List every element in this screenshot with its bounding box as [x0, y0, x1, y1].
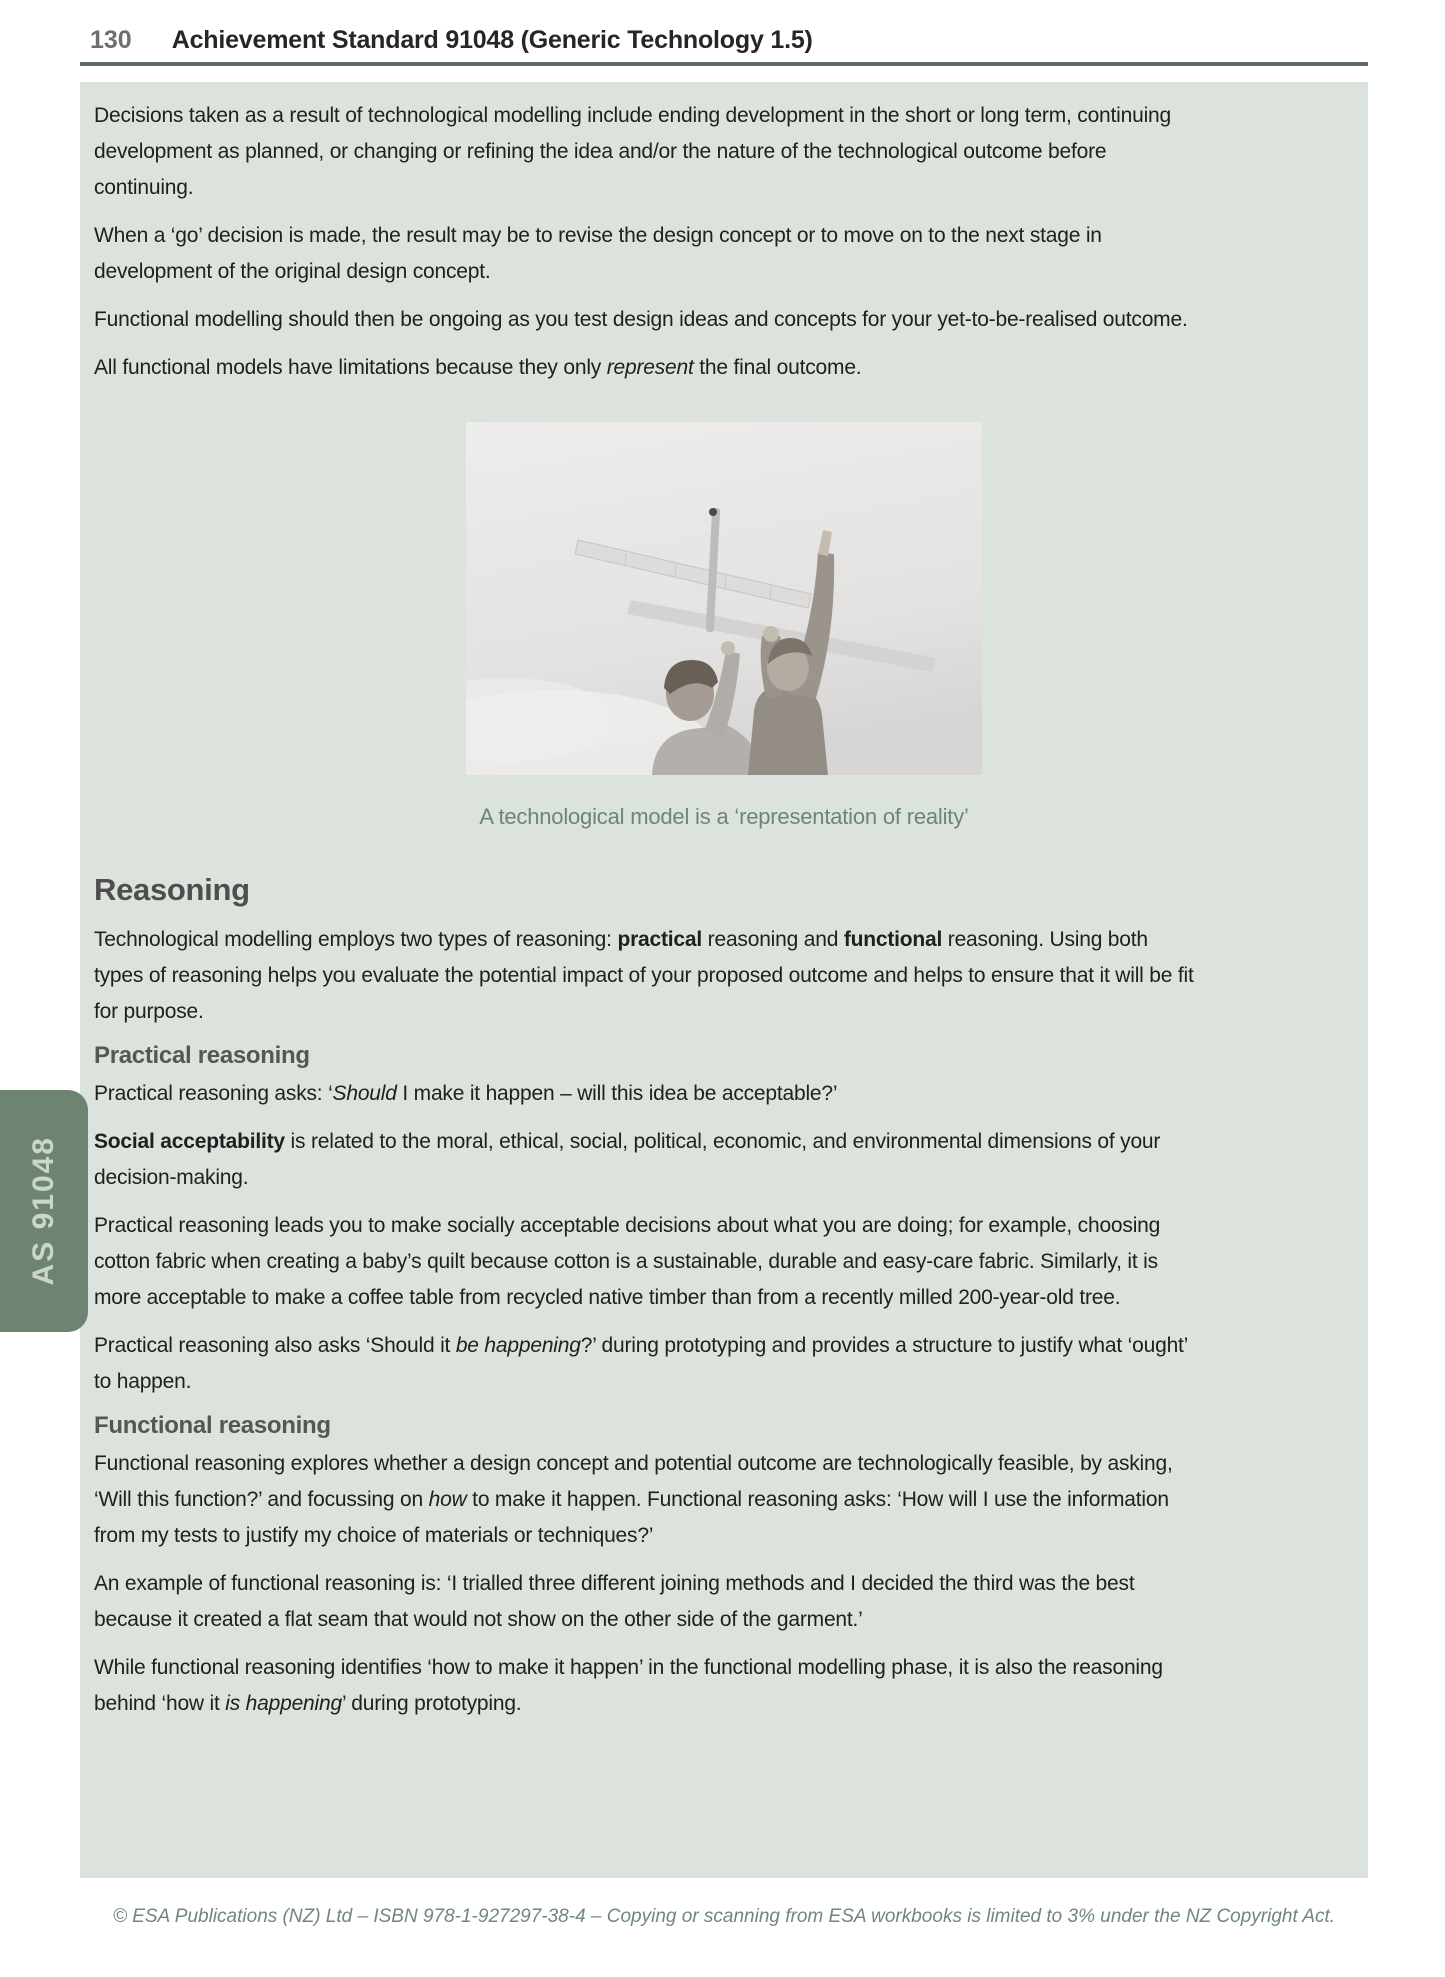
paragraph: Functional reasoning explores whether a design concept and potential outcome are technologically feasible, by asking, ‘Will this function?’ and focussing on how to make it happen. Functional reasoning asks: ‘How will I use the information from my tests to justify my choice of materials or techniques?’ [94, 1452, 1173, 1547]
paragraph: An example of functional reasoning is: ‘I trialled three different joining methods and I decided the third was the best because it created a flat seam that would not show on the other side of the garment.’ [94, 1572, 1135, 1631]
model-glider-photo [466, 422, 982, 775]
paragraph: While functional reasoning identifies ‘how to make it happen’ in the functional modelling phase, it is also the reasoning behind ‘how it is happening’ during prototyping. [94, 1656, 1163, 1715]
practical-reasoning-section [94, 1076, 1198, 1400]
photo-caption: A technological model is a ‘representation of reality’ [479, 804, 969, 829]
reasoning-heading: Reasoning [94, 872, 250, 907]
paragraph: Practical reasoning also asks ‘Should it be happening?’ during prototyping and provides a structure to justify what ‘ought’ to happen. [94, 1334, 1188, 1393]
functional-reasoning-heading: Functional reasoning [94, 1412, 331, 1439]
functional-reasoning-section [94, 1446, 1198, 1722]
reasoning-intro-section [94, 922, 1198, 1030]
paragraph: Functional modelling should then be ongoing as you test design ideas and concepts for your yet-to-be-realised outcome. [94, 308, 1188, 331]
page-number: 130 [90, 26, 132, 54]
paragraph: Practical reasoning asks: ‘Should I make it happen – will this idea be acceptable?’ [94, 1082, 838, 1105]
header-rule [80, 62, 1368, 66]
paragraph: Practical reasoning leads you to make socially acceptable decisions about what you are doing; for example, choosing cotton fabric when creating a baby’s quilt because cotton is a sustainable, durable and easy-care fabric. Similarly, it is more acceptable to make a coffee table from recycled native timber than from a recently milled 200-year-old tree. [94, 1214, 1161, 1309]
page-footer: © ESA Publications (NZ) Ltd – ISBN 978-1-927297-38-4 – Copying or scanning from ESA workbooks is limited to 3% under the NZ Copyright Act. [112, 1906, 1336, 1927]
paragraph: When a ‘go’ decision is made, the result may be to revise the design concept or to move on to the next stage in development of the original design concept. [94, 224, 1102, 283]
paragraph: Social acceptability is related to the moral, ethical, social, political, economic, and environmental dimensions of your decision-making. [94, 1130, 1161, 1189]
intro-section [94, 98, 1198, 386]
standard-side-tab [0, 1090, 88, 1332]
model-glider-photo-image [466, 422, 982, 775]
practical-reasoning-heading: Practical reasoning [94, 1042, 310, 1069]
paragraph: Technological modelling employs two types of reasoning: practical reasoning and functional reasoning. Using both types of reasoning helps you evaluate the potential impact of your proposed outcome and helps to ensure that it will be fit for purpose. [94, 928, 1194, 1023]
paragraph: All functional models have limitations because they only represent the final outcome. [94, 356, 862, 379]
standard-side-tab-label: AS 91048 [27, 1136, 60, 1286]
page-header [90, 26, 813, 55]
page-title: Achievement Standard 91048 (Generic Technology 1.5) [171, 26, 813, 54]
paragraph: Decisions taken as a result of technological modelling include ending development in the short or long term, continuing development as planned, or changing or refining the idea and/or the nature of the technological outcome before continuing. [94, 104, 1172, 199]
photo-figure [80, 422, 1368, 832]
content-box [80, 82, 1368, 1878]
